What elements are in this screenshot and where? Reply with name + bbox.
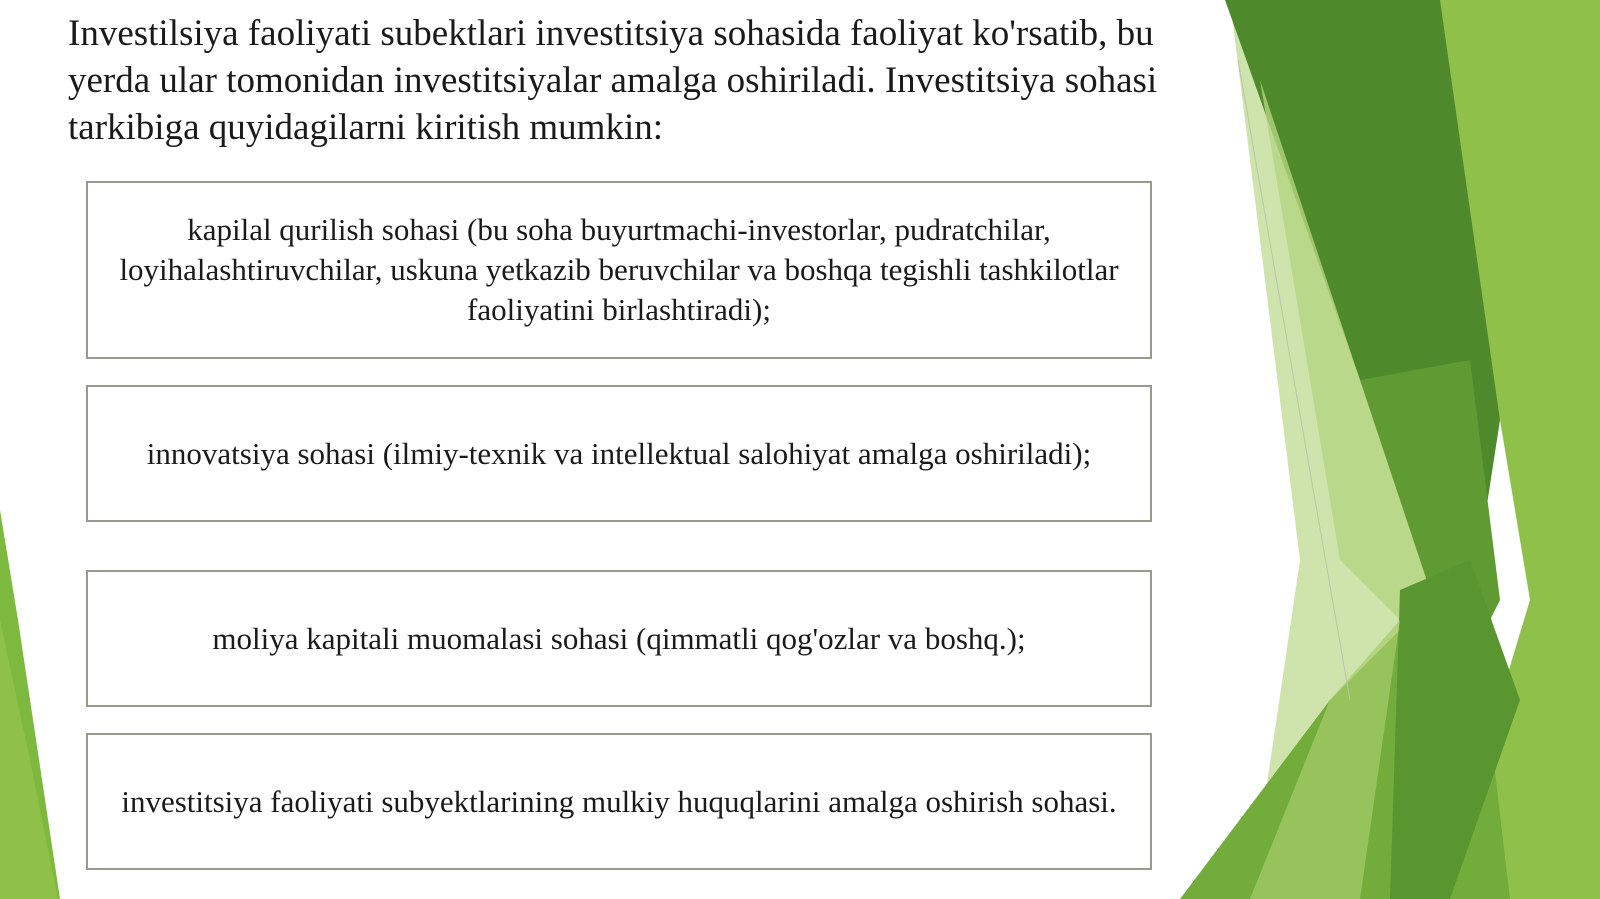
list-item-innovation xyxy=(86,385,1152,522)
list-item-capital-construction xyxy=(86,181,1152,359)
list-item-financial-capital xyxy=(86,570,1152,707)
list-item-text: innovatsiya sohasi (ilmiy-texnik va intellektual salohiyat amalga oshiriladi); xyxy=(146,435,1092,471)
green-facet-left-light xyxy=(0,620,58,899)
slide-title: Investilsiya faoliyati subektlari investitsiya sohasida faoliyat ko'rsatib, bu yerda ular tomonidan investitsiyalar amalga oshiriladi. Investitsiya sohasi tarkibiga quyidagilarni kiritish mumkin: xyxy=(68,13,1158,148)
list-item-property-rights xyxy=(86,733,1152,870)
list-item-text: moliya kapitali muomalasi sohasi (qimmatli qog'ozlar va boshq.); xyxy=(212,620,1026,656)
list-item-text: kapilal qurilish sohasi (bu soha buyurtmachi-investorlar, pudratchilar, loyihalashtiruvchilar, uskuna yetkazib beruvchilar va boshqa tegishli tashkilotlar faoliyatini birlashtiradi); xyxy=(119,212,1119,327)
list-item-text: investitsiya faoliyati subyektlarining mulkiy huquqlarini amalga oshirish sohasi. xyxy=(121,783,1117,819)
